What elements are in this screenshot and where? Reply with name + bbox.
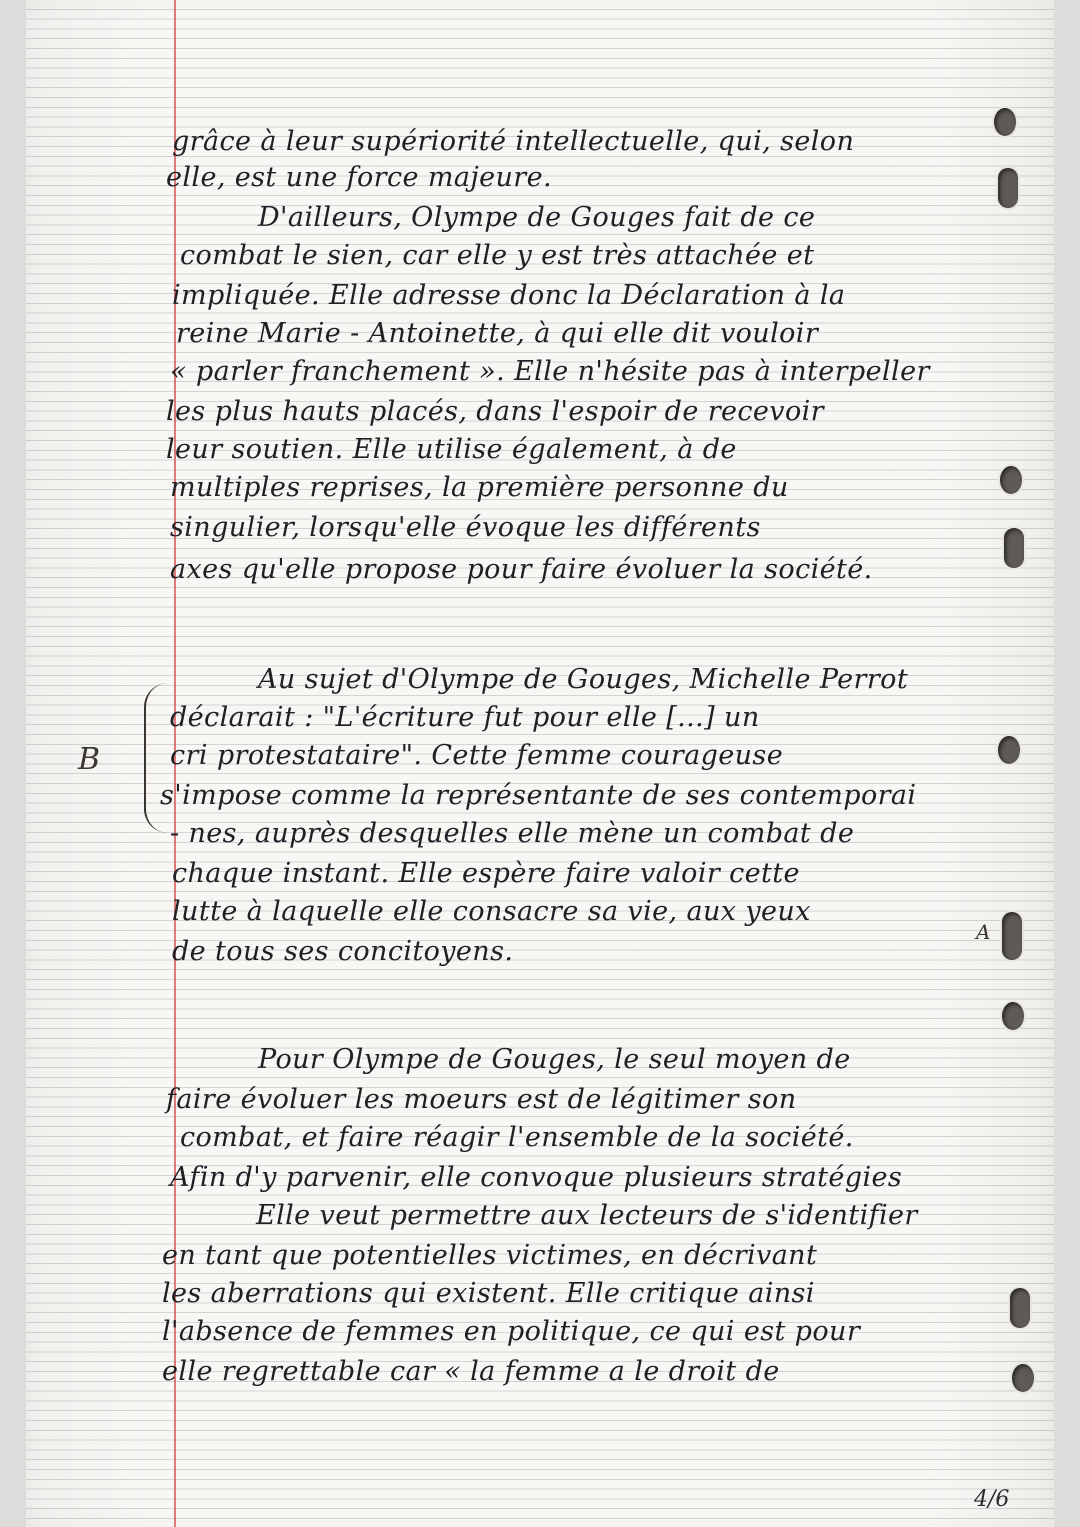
grade-mark: A [976, 920, 991, 944]
margin-annotation-letter: B [78, 742, 101, 777]
text-line: cri protestataire". Cette femme courageuse [170, 740, 784, 771]
text-line: leur soutien. Elle utilise également, à de [166, 434, 737, 465]
text-line: de tous ses concitoyens. [172, 936, 514, 967]
text-line: elle, est une force majeure. [166, 162, 552, 193]
text-line: axes qu'elle propose pour faire évoluer la société. [170, 554, 873, 585]
text-line: impliquée. Elle adresse donc la Déclaration à la [172, 280, 846, 311]
text-line: combat, et faire réagir l'ensemble de la société. [180, 1122, 854, 1153]
page-number: 4/6 [974, 1487, 1010, 1512]
binder-hole [1012, 1364, 1034, 1392]
text-line: multiples reprises, la première personne du [170, 472, 789, 503]
text-line: l'absence de femmes en politique, ce qui est pour [162, 1316, 861, 1347]
binder-hole [994, 108, 1016, 136]
text-line: Elle veut permettre aux lecteurs de s'identifier [256, 1200, 918, 1231]
text-line: « parler franchement ». Elle n'hésite pas à interpeller [170, 356, 930, 387]
text-line: - nes, auprès desquelles elle mène un combat de [170, 818, 855, 849]
text-line: faire évoluer les moeurs est de légitimer son [166, 1084, 797, 1115]
binder-hole [1010, 1288, 1030, 1328]
text-line: les aberrations qui existent. Elle critique ainsi [162, 1278, 815, 1309]
text-line: Au sujet d'Olympe de Gouges, Michelle Perrot [258, 664, 909, 695]
notebook-page [26, 0, 1054, 1527]
binder-hole [998, 168, 1018, 208]
text-line: D'ailleurs, Olympe de Gouges fait de ce [258, 202, 816, 233]
text-line: les plus hauts placés, dans l'espoir de recevoir [166, 396, 824, 427]
binder-hole [1002, 1002, 1024, 1030]
text-line: en tant que potentielles victimes, en décrivant [162, 1240, 818, 1271]
text-line: grâce à leur supériorité intellectuelle, qui, selon [172, 126, 855, 157]
binder-hole [1002, 912, 1022, 960]
text-line: Afin d'y parvenir, elle convoque plusieurs stratégies [170, 1162, 903, 1193]
binder-hole [1000, 466, 1022, 494]
text-line: s'impose comme la représentante de ses contemporai [160, 780, 917, 811]
text-line: reine Marie - Antoinette, à qui elle dit vouloir [176, 318, 819, 349]
text-line: déclarait : "L'écriture fut pour elle [...] un [170, 702, 760, 733]
text-line: singulier, lorsqu'elle évoque les différents [170, 512, 761, 543]
text-line: Pour Olympe de Gouges, le seul moyen de [258, 1044, 851, 1075]
binder-hole [998, 736, 1020, 764]
binder-hole [1004, 528, 1024, 568]
text-line: lutte à laquelle elle consacre sa vie, aux yeux [172, 896, 811, 927]
text-line: combat le sien, car elle y est très attachée et [180, 240, 815, 271]
text-line: chaque instant. Elle espère faire valoir cette [172, 858, 800, 889]
text-line: elle regrettable car « la femme a le droit de [162, 1356, 780, 1387]
